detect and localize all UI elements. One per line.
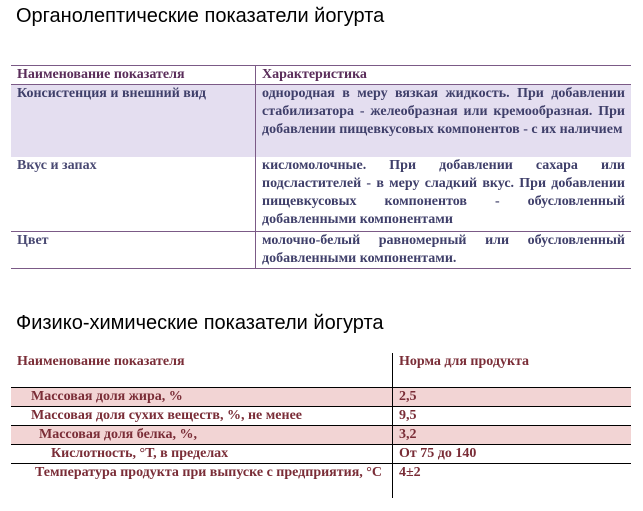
row-name: Температура продукта при выпуске с предприятия, °С <box>11 464 393 499</box>
physchem-heading: Физико-химические показатели йогурта <box>16 312 384 334</box>
row-value: однородная в меру вязкая жидкость. При добавлении стабилизатора - желеобразная или кремообразная. При добавлении пищевкусовых компонентов - с их наличием <box>256 85 632 158</box>
row-value: От 75 до 140 <box>393 445 632 464</box>
table-header-row <box>11 353 631 388</box>
table-header-row <box>11 66 631 85</box>
column-header-characteristic: Характеристика <box>256 66 632 85</box>
table-row <box>11 232 631 269</box>
row-value: 4±2 <box>399 465 421 480</box>
column-header-norm: Норма для продукта <box>393 353 632 388</box>
table-row <box>11 464 631 499</box>
physchem-table <box>11 353 631 498</box>
row-value: кисломолочные. При добавлении сахара или подсластителей - в меру сладкий вкус. При добавлении пищевкусовых компонентов - обусловленный добавленными компонентами <box>256 157 632 232</box>
row-value: молочно-белый равномерный или обусловленный добавленными компонентами. <box>256 232 632 269</box>
organoleptic-heading: Органолептические показатели йогурта <box>16 5 385 27</box>
table-row <box>11 445 631 464</box>
column-header-name: Наименование показателя <box>11 66 256 85</box>
row-name: Массовая доля белка, %, <box>11 426 393 445</box>
organoleptic-table <box>11 65 631 269</box>
row-name: Массовая доля сухих веществ, %, не менее <box>11 407 393 426</box>
table-row <box>11 426 631 445</box>
row-name: Кислотность, °Т, в пределах <box>11 445 393 464</box>
row-value: 3,2 <box>393 426 632 445</box>
table-row <box>11 157 631 232</box>
table-row <box>11 388 631 407</box>
table-row <box>11 85 631 158</box>
row-name: Массовая доля жира, % <box>11 388 393 407</box>
column-header-name: Наименование показателя <box>11 353 393 388</box>
row-name: Вкус и запах <box>11 157 256 232</box>
row-name: Цвет <box>11 232 256 269</box>
table-row <box>11 407 631 426</box>
row-name: Консистенция и внешний вид <box>11 85 256 158</box>
row-value: 9,5 <box>393 407 632 426</box>
row-value: 2,5 <box>393 388 632 407</box>
